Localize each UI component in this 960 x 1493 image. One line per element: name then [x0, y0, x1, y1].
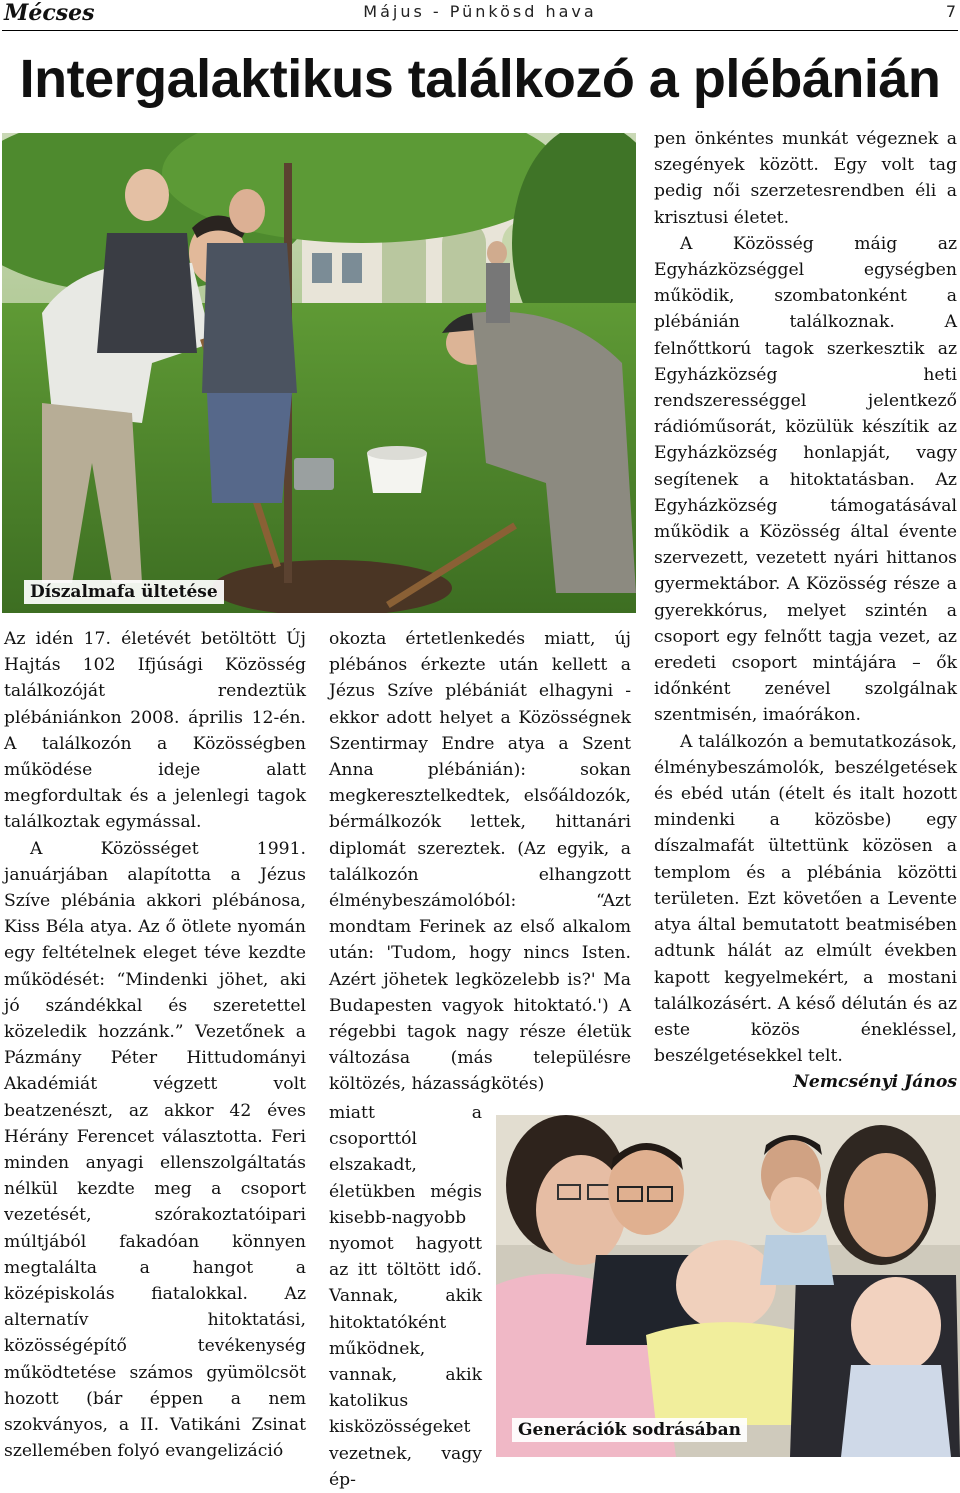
- generations-photo: [496, 1115, 960, 1457]
- column-1: [4, 626, 306, 1465]
- photo1-caption: Díszalmafa ültetése: [24, 580, 224, 604]
- col1-paragraph-2: A Közösséget 1991. januárjában alapította a Jézus Szíve plébánia akkori plébánosa, Kiss Béla atya. Az ő ötlete nyomán egy feltételnek eleget téve kezdte működését: “Mindenki jöhet, aki jó szándékkal és szeretettel közeledik hozzánk.” Vezetőnek a Pázmány Péter Hittudományi Akadémiát végzett volt beatzenészt, az akkor 42 éves Hérány Ferencet választotta. Feri minden anyagi ellenszolgáltatás nélkül kezdte meg a csoport vezetését, szórakoztatóipari múltjából fakadóan könnyen megtalálta a hangot a középiskolás fiatalokkal. Az alternatív hitoktatási, közösségépítő tevékenység működtetése számos gyümölcsöt hozott (bár éppen a nem szokványos, a II. Vatikáni Zsinat szellemében folyó evangelizáció: [4, 838, 306, 1462]
- author-signature: Nemcsényi János: [793, 1072, 957, 1093]
- tree-planting-illustration: [2, 133, 636, 613]
- generations-illustration: [496, 1115, 960, 1457]
- article-title: Intergalaktikus találkozó a plébánián: [19, 49, 941, 109]
- column-2-narrow: [329, 1100, 482, 1493]
- page-number: 7: [945, 2, 956, 21]
- col3-paragraph-1: pen önkéntes munkát végeznek a szegények között. Egy volt tag pedig női szerzetesrendben éli a krisztusi életet.: [654, 129, 957, 228]
- col1-paragraph-1: Az idén 17. életévét betöltött Új Hajtás 102 Ifjúsági Közösség találkozóját rendeztük plébániánkon 2008. április 12-én. A találkozón a Közösségben működése ideje alatt megfordultak és a jelenlegi tagok találkoztak egymással.: [4, 629, 306, 833]
- col3-paragraph-2: A Közösség máig az Egyházközséggel egységben működik, szombatonként a plébánián találkoznak. A felnőttkorú tagok szerkesztik az Egyházközség heti rendszerességgel jelentkező rádióműsorát, közülük készítik az Egyházközség honlapját, vagy segítenek a hitoktatásban. Az Egyházközség támogatásával működik a Közösség által évente szervezett, vezetett nyári hittanos gyermektábor. A Közösség része a gyerekkórus, melyet szintén a csoport egy felnőtt tagja vezet, az eredeti csoport mintájára – ők időnként zenével szolgálnak szentmisén, imaórákon.: [654, 233, 957, 726]
- column-3: [654, 126, 957, 1096]
- column-2: [329, 626, 631, 1098]
- col3-paragraph-3: A találkozón a bemutatkozások, élménybeszámolók, beszélgetések és ebéd után (ételt és italt hozott mindenki a közösbe) egy díszalmafát ültettünk közösen a templom és a plébánia közötti területen. Ezt követően a Levente atya által bemutatott beatmisében adtunk hálát az elmúlt években kapott kegyelmekért, a mostani találkozásért. A késő délután és az este közös énekléssel, beszélgetésekkel telt.: [654, 731, 957, 1067]
- col2-paragraph-2: miatt a csoporttól elszakadt, életükben mégis kisebb-nagyobb nyomot hagyott az itt töltött idő. Vannak, akik hitoktatóként működnek, vannak, akik katolikus kisközösségeket vezetnek, vagy ép-: [329, 1103, 482, 1490]
- col2-paragraph-1: okozta értetlenkedés miatt, új plébános érkezte után kellett a Jézus Szíve plébániát elhagyni - ekkor adott helyet a Közösségnek Szentirmay Endre atya a Szent Anna plébánián): sokan megkeresztelkedtek, elsőáldozók, bérmálkozók lettek, hittanári diplomát szereztek. (Az egyik, a találkozón elhangzott élménybeszámolóból: “Azt mondtam Ferinek az első alkalom után: 'Tudom, hogy nincs Isten. Azért jöhetek legközelebb is?' Ma Budapesten vagyok hitoktató.') A régebbi tagok nagy része életük változása (más településre költözés, házasságkötés): [329, 629, 631, 1095]
- magazine-logo: Mécses: [4, 0, 95, 26]
- header-rule: [2, 30, 958, 31]
- issue-label: Május - Pünkösd hava: [363, 2, 597, 21]
- tree-planting-photo: [2, 133, 636, 613]
- photo2-caption: Generációk sodrásában: [512, 1418, 747, 1442]
